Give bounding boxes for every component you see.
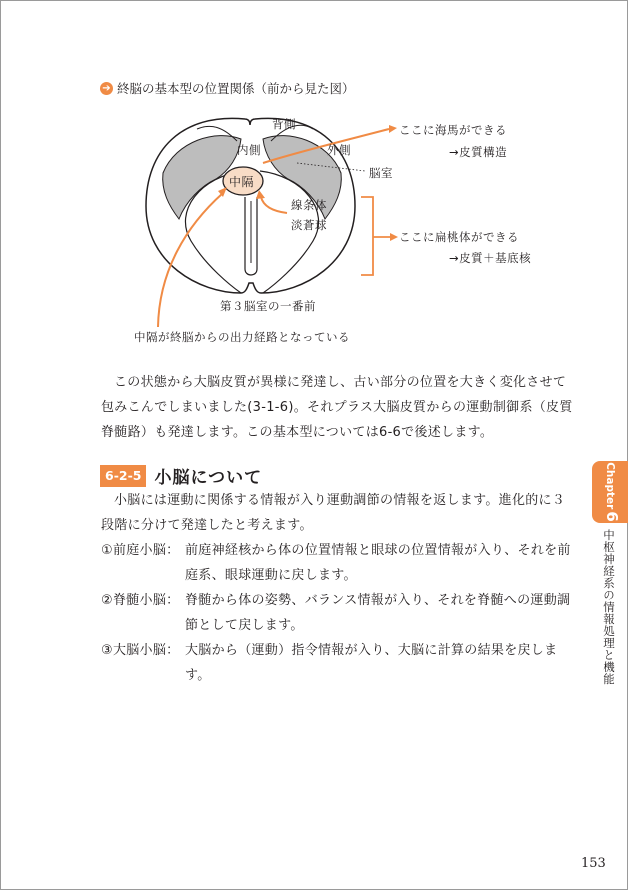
label-dorsal: 背側 [272, 117, 296, 131]
chapter-title: 中枢神経系の情報処理と機能 [602, 529, 616, 685]
chapter-tab [592, 461, 628, 523]
hippocampus-arrowhead [389, 125, 397, 133]
label-hippocampus-note: ここに海馬ができる [399, 123, 507, 137]
section-heading [100, 463, 262, 488]
figure-title-text: 終脳の基本型の位置関係（前から見た図） [117, 81, 355, 96]
label-medial: 内側 [237, 143, 261, 157]
list-item [101, 538, 577, 588]
amygdala-arrowhead [390, 233, 398, 241]
label-third-ventricle: 第３脳室の一番前 [220, 299, 316, 313]
list-desc: 脊髄から体の姿勢、バランス情報が入り、それを脊髄への運動調節として戻します。 [185, 593, 571, 633]
label-striatum: 線条体 [291, 198, 327, 212]
label-septum: 中隔 [229, 175, 255, 189]
chapter-word: Chapter [604, 462, 617, 510]
label-pallidum: 淡蒼球 [291, 218, 327, 232]
list-term: ①前庭小脳： [101, 543, 180, 558]
arrow-right-circle-icon: ➔ [100, 82, 113, 95]
list-desc: 前庭神経核から体の位置情報と眼球の位置情報が入り、それを前庭系、眼球運動に戻します。 [185, 543, 571, 583]
list-item [101, 638, 577, 688]
label-septum-note: 中隔が終脳からの出力経路となっている [134, 330, 350, 344]
list-desc: 大脳から（運動）指令情報が入り、大脳に計算の結果を戻します。 [185, 643, 558, 683]
label-amygdala-arrow: →皮質＋基底核 [449, 251, 532, 265]
paragraph-2: 小脳には運動に関係する情報が入り運動調節の情報を返します。進化的に３段階に分けて発達したと考えます。 [101, 493, 566, 533]
list-term: ③大脳小脳： [101, 643, 180, 658]
label-ventricle: 脳室 [369, 166, 393, 180]
list-item [101, 588, 577, 638]
page-number: 153 [581, 856, 606, 871]
label-amygdala-note: ここに扁桃体ができる [399, 230, 519, 244]
label-lateral: 外側 [327, 143, 351, 157]
cerebellum-list [101, 538, 577, 688]
list-term: ②脊髄小脳： [101, 593, 180, 608]
chapter-number: 6 [603, 511, 622, 522]
label-hippocampus-arrow: →皮質構造 [449, 145, 508, 159]
section-number: 6-2-5 [100, 465, 146, 487]
paragraph-1: この状態から大脳皮質が異様に発達し、古い部分の位置を大きく変化させて包みこんでしまいました(3-1-6)。それプラス大脳皮質からの運動制御系（皮質脊髄路）も発達します。この基本型については6-6で後述します。 [101, 375, 573, 440]
section-title: 小脳について [154, 468, 263, 488]
telencephalon-diagram [1, 1, 628, 361]
chapter-tab-label [598, 463, 626, 521]
amygdala-bracket [361, 197, 373, 275]
